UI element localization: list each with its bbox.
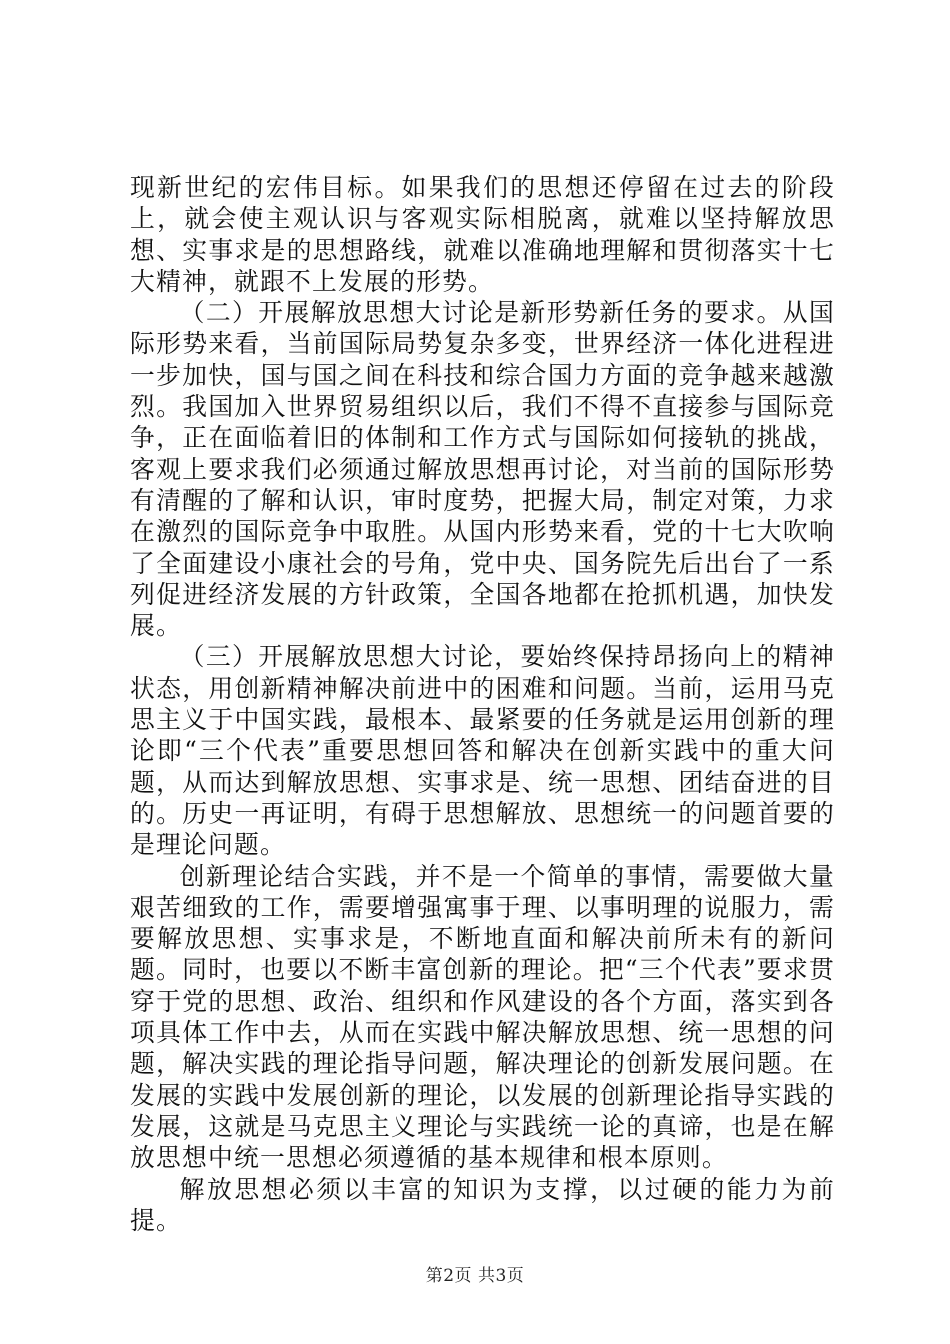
paragraph-innovation-theory: 创新理论结合实践，并不是一个简单的事情，需要做大量艰苦细致的工作，需要增强寓事于理、以事明理的说服力，需要解放思想、实事求是，不断地直面和解决前所未有的新问题。同时，也要以不断丰富创新的理论。把“三个代表”要求贯穿于党的思想、政治、组织和作风建设的各个方面，落实到各项具体工作中去，从而在实践中解决解放思想、统一思想的问题，解决实践的理论指导问题，解决理论的创新发展问题。在发展的实践中发展创新的理论，以发展的创新理论指导实践的发展，这就是马克思主义理论与实践统一论的真谛，也是在解放思想中统一思想必须遵循的基本规律和根本原则。 [130, 861, 835, 1173]
paragraph-section-two: （二）开展解放思想大讨论是新形势新任务的要求。从国际形势来看，当前国际局势复杂多变，世界经济一体化进程进一步加快，国与国之间在科技和综合国力方面的竞争越来越激烈。我国加入世界贸易组织以后，我们不得不直接参与国际竞争，正在面临着旧的体制和工作方式与国际如何接轨的挑战，客观上要求我们必须通过解放思想再讨论，对当前的国际形势有清醒的了解和认识，审时度势，把握大局，制定对策，力求在激烈的国际竞争中取胜。从国内形势来看，党的十七大吹响了全面建设小康社会的号角，党中央、国务院先后出台了一系列促进经济发展的方针政策，全国各地都在抢抓机遇，加快发展。 [130, 298, 835, 641]
page-footer: 第2页 共3页 [425, 1266, 525, 1286]
paragraph-section-three: （三）开展解放思想大讨论，要始终保持昂扬向上的精神状态，用创新精神解决前进中的困难和问题。当前，运用马克思主义于中国实践，最根本、最紧要的任务就是运用创新的理论即“三个代表”重要思想回答和解决在创新实践中的重大问题，从而达到解放思想、实事求是、统一思想、团结奋进的目的。历史一再证明，有碍于思想解放、思想统一的问题首要的是理论问题。 [130, 642, 835, 860]
document-body [130, 172, 835, 1236]
paragraph-emancipation-knowledge: 解放思想必须以丰富的知识为支撑，以过硬的能力为前提。 [130, 1174, 835, 1235]
paragraph-continued: 现新世纪的宏伟目标。如果我们的思想还停留在过去的阶段上，就会使主观认识与客观实际相脱离，就难以坚持解放思想、实事求是的思想路线，就难以准确地理解和贯彻落实十七大精神，就跟不上发展的形势。 [130, 173, 835, 296]
